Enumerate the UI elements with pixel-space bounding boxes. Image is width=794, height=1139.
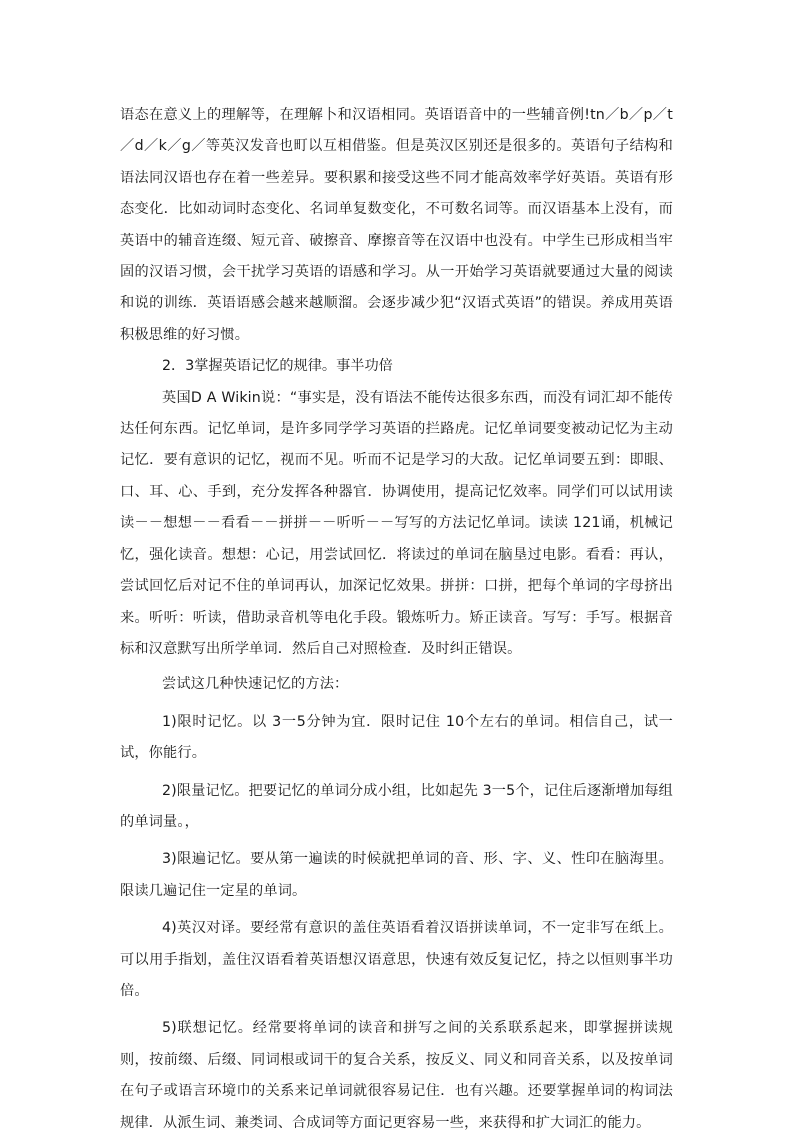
document-body: [120, 100, 673, 1139]
list-item-repeat-limit: 3)限遍记忆。要从第一遍读的时候就把单词的音、形、字、义、性印在脑海里。限读几遍记住一定星的单词。: [120, 851, 673, 899]
paragraph-methods-intro: 尝试这几种快速记忆的方法：: [162, 676, 349, 693]
section-heading: 2．3掌握英语记忆的规律。事半功倍: [162, 358, 393, 375]
list-item-quantity-limit: 2)限量记忆。把要记忆的单词分成小组，比如起先 3一5个，记住后逐渐增加每组的单词量。，: [120, 782, 674, 830]
list-item-translation: 4)英汉对译。要经常有意识的盖住英语看着汉语拼读单词，不一定非写在纸上。可以用手指划，盖住汉语看着英语想汉语意思，快速有效反复记忆，持之以恒则事半功倍。: [120, 920, 673, 999]
paragraph-intro: 语态在意义上的理解等，在理解卜和汉语相同。英语语音中的一些辅音例!tn／b／p／t／d／k／g／等英汉发音也町以互相借鉴。但是英汉区别还是很多的。英语句子结构和语法同汉语也存在着一些差异。要积累和接受这些不同才能高效率学好英语。英语有形态变化．比如动词时态变化、名词单复数变化，不可数名词等。而汉语基本上没有，而英语中的辅音连缀、短元音、破擦音、摩擦音等在汉语中也没有。中学生已形成相当牢固的汉语习惯，会干扰学习英语的语感和学习。从一开始学习英语就要通过大量的阅读和说的训练．英语语感会越来越顺溜。会逐步减少犯“汉语式英语”的错误。养成用英语积极思维的好习惯。: [120, 107, 673, 343]
list-item-association: 5)联想记忆。经常要将单词的读音和拼写之间的关系联系起来，即掌握拼读规则，按前缀、后缀、同词根或词干的复合关系，按反义、同义和同音关系，以及按单词在句子或语言环境巾的关系来记单词就很容易记住．也有兴趣。还要掌握单词的构词法规律．从派生词、兼类词、合成词等方面记更容易一些，来获得和扩大词汇的能力。: [120, 1020, 673, 1131]
paragraph-wikin-quote: 英国D A Wikin说：“事实是，没有语法不能传达很多东西，而没有词汇却不能传达任何东西。记忆单词，是许多同学学习英语的拦路虎。记忆单词要变被动记忆为主动记忆．要有意识的记忆，视而不见。听而不记是学习的大敌。记忆单词要五到：即眼、口、耳、心、手到，充分发挥各种器官．协调使用，提高记忆效率。同学们可以试用读读－－想想－－看看－－拼拼－－听听－－写写的方法记忆单词。读读 121诵，机械记忆，强化读音。想想：心记，用尝试回忆．将读过的单词在脑垦过电影。看看：再认，尝试回忆后对记不住的单词再认，加深记忆效果。拼拼：口拼，把每个单词的字母挤出来。听听：听读，借助录音机等电化手段。锻炼听力。矫正读音。写写：手写。根据音标和汉意默写出所学单词．然后自己对照检查．及时纠正错误。: [120, 389, 673, 657]
list-item-time-limit: 1)限时记忆。以 3一5分钟为宜．限时记住 10个左右的单词。相信自己，试一试，你能行。: [120, 713, 673, 762]
